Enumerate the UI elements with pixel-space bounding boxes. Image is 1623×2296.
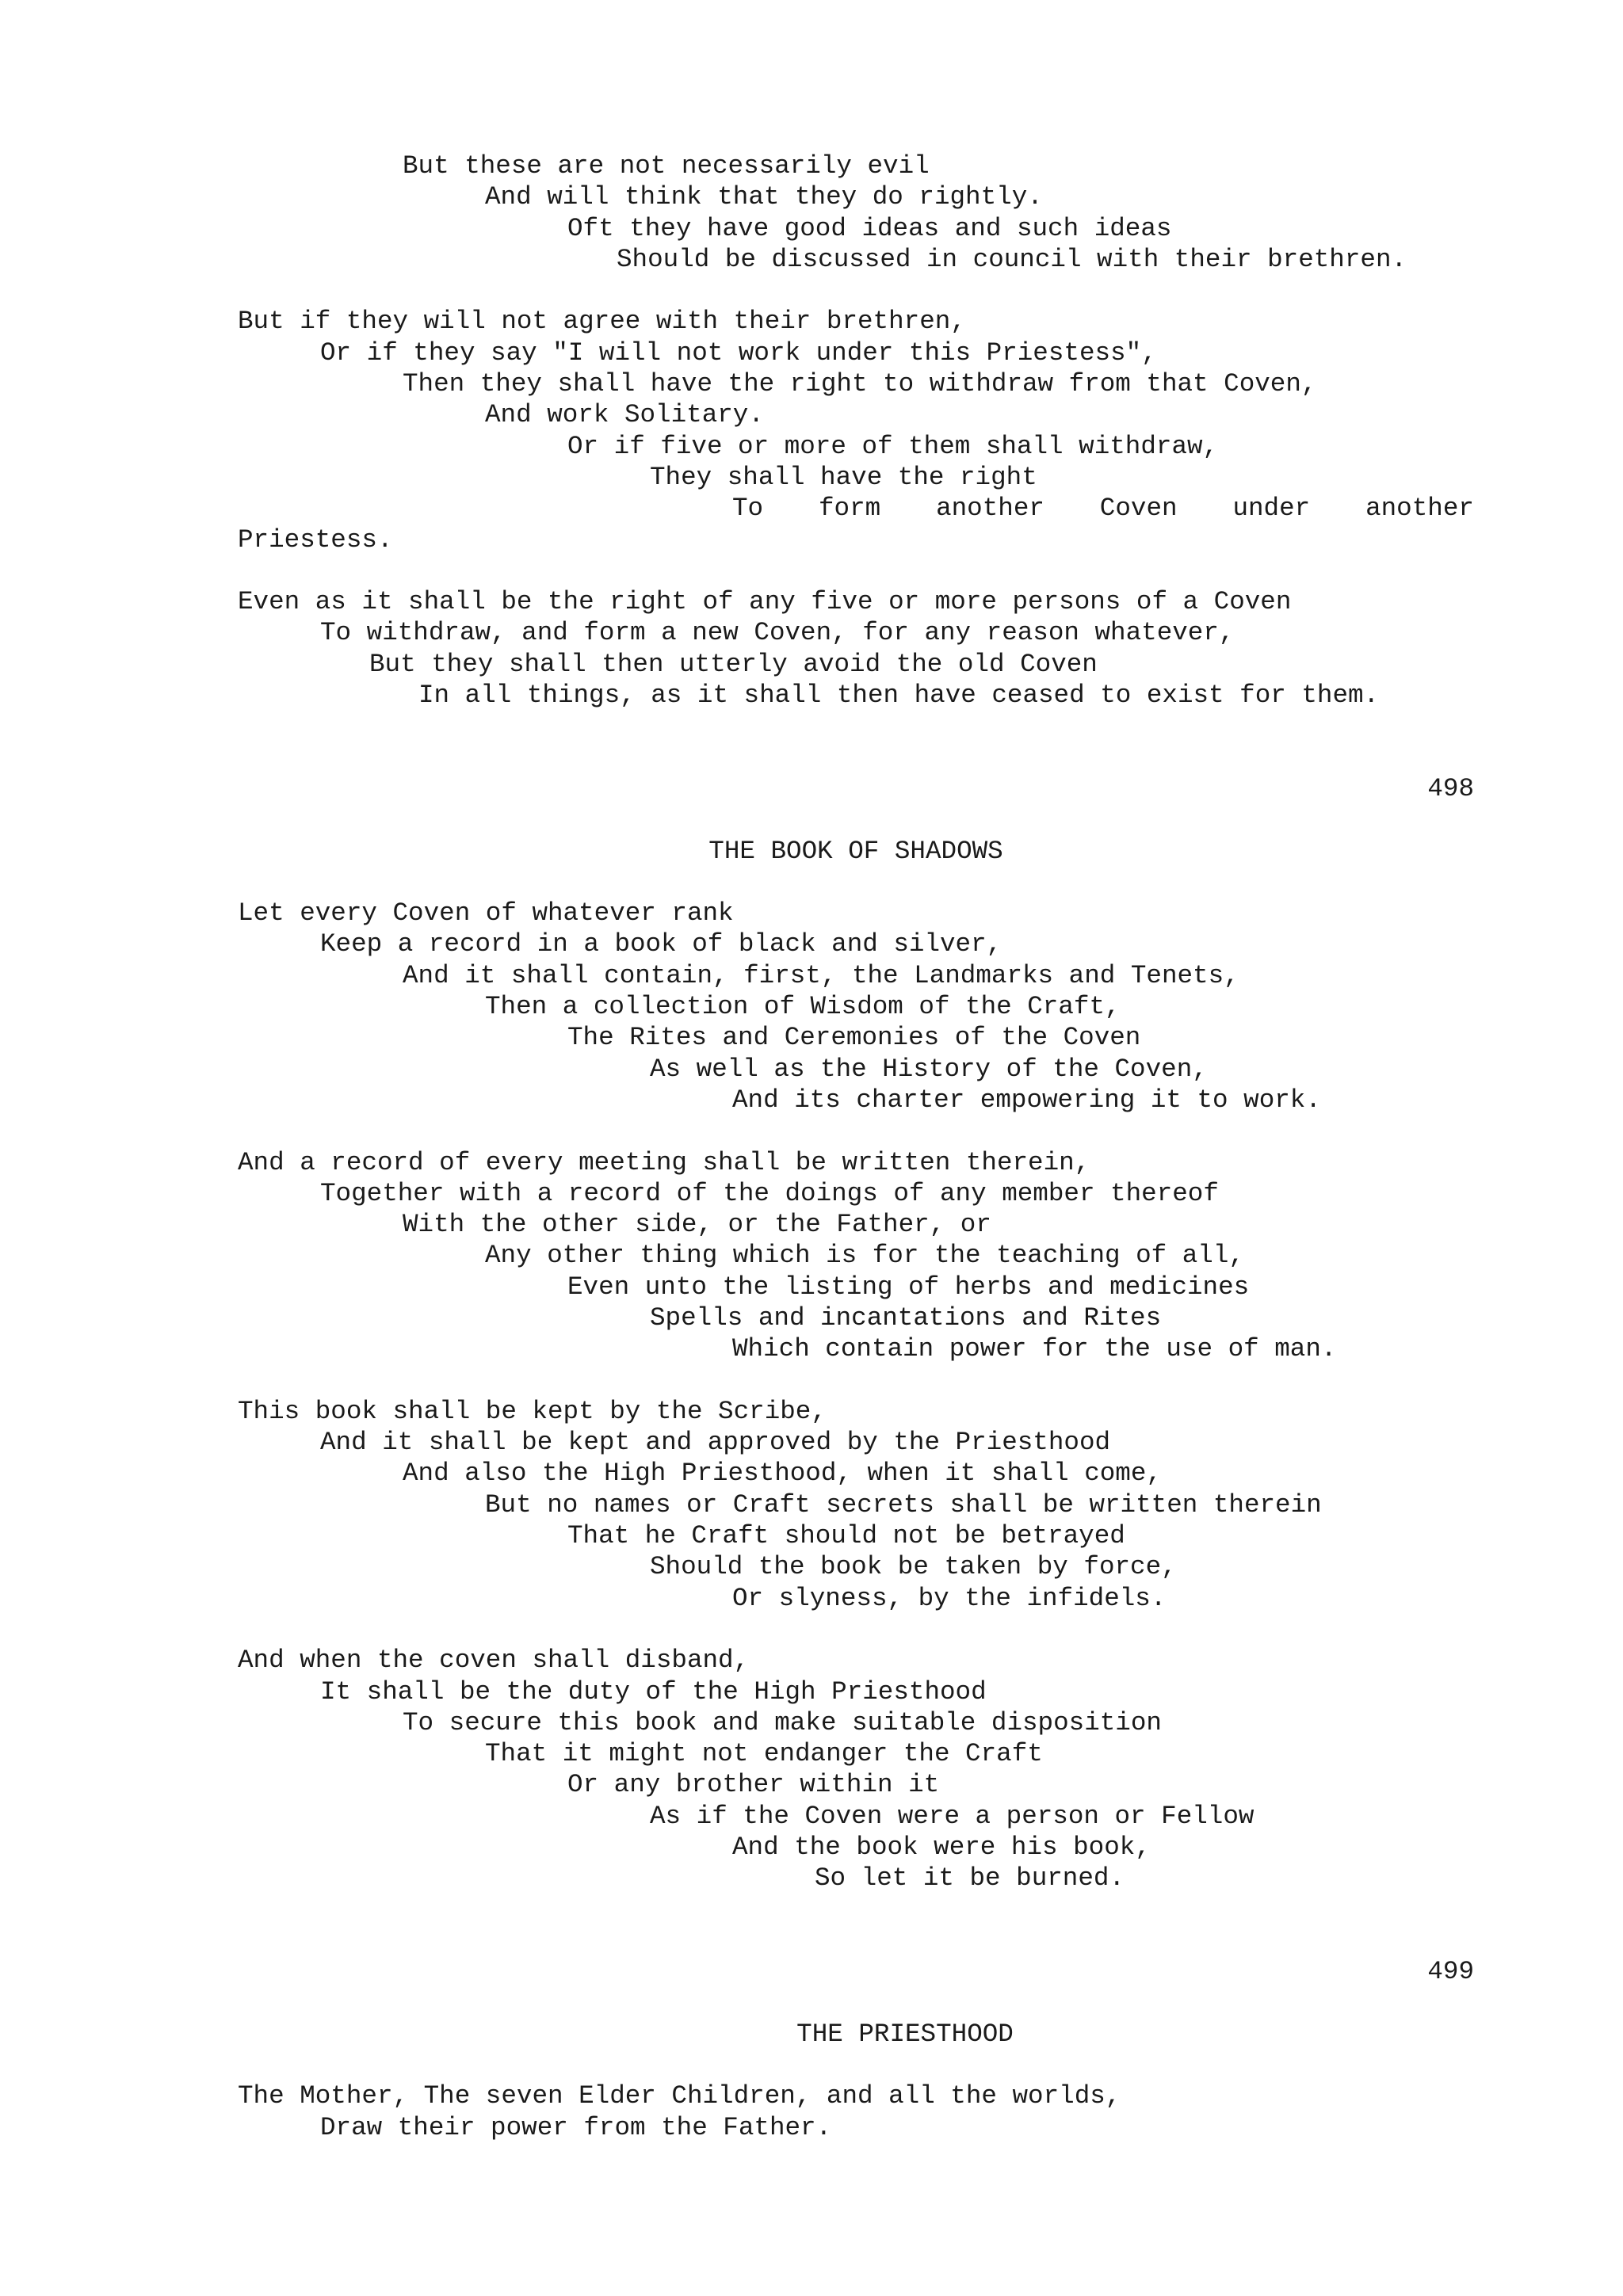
word: under — [1232, 494, 1311, 524]
word: Coven — [1099, 494, 1178, 524]
text-line: Which contain power for the use of man. — [732, 1334, 1337, 1364]
text-line: Priestess. — [238, 524, 393, 555]
word: form — [818, 494, 881, 524]
text-line: Any other thing which is for the teaching of all, — [485, 1241, 1244, 1271]
text-line: But if they will not agree with their brethren, — [238, 307, 966, 337]
text-line: With the other side, or the Father, or — [403, 1210, 991, 1240]
text-line: As well as the History of the Coven, — [650, 1054, 1208, 1084]
text-line: And its charter empowering it to work. — [732, 1085, 1321, 1115]
text-line: The Mother, The seven Elder Children, and all the worlds, — [238, 2081, 1121, 2111]
stanza — [238, 1396, 1474, 1614]
text-line: Or if five or more of them shall withdraw, — [567, 431, 1219, 461]
text-line: The Rites and Ceremonies of the Coven — [567, 1023, 1141, 1053]
text-line: Together with a record of the doings of any member thereof — [320, 1178, 1219, 1208]
page-number: 499 — [1427, 1957, 1474, 1987]
text-line: But no names or Craft secrets shall be written therein — [485, 1489, 1322, 1520]
text-line: And when the coven shall disband, — [238, 1646, 750, 1676]
section-title: THE PRIESTHOOD — [796, 2019, 1014, 2049]
text-line: This book shall be kept by the Scribe, — [238, 1396, 827, 1426]
text-line: As if the Coven were a person or Fellow — [650, 1801, 1254, 1831]
text-line: Spells and incantations and Rites — [650, 1302, 1162, 1333]
word: another — [1365, 494, 1474, 524]
text-line: They shall have the right — [650, 462, 1037, 492]
text-line: Let every Coven of whatever rank — [238, 898, 734, 929]
text-line: So let it be burned. — [815, 1863, 1125, 1894]
text-line: That it might not endanger the Craft — [485, 1739, 1043, 1769]
stanza — [238, 1147, 1474, 1365]
text-line: Or slyness, by the infidels. — [732, 1583, 1167, 1613]
text-line: And work Solitary. — [485, 400, 764, 430]
justified-line — [238, 493, 1474, 524]
text-line: Draw their power from the Father. — [320, 2112, 832, 2142]
text-line: It shall be the duty of the High Priesthood — [320, 1676, 987, 1707]
text-line: But these are not necessarily evil — [403, 151, 930, 181]
document-page — [238, 151, 1474, 2143]
text-line: Should be discussed in council with their brethren. — [617, 244, 1407, 274]
text-line: But they shall then utterly avoid the old Coven — [369, 649, 1098, 679]
text-line: Even as it shall be the right of any five or more persons of a Coven — [238, 587, 1292, 617]
text-line: Oft they have good ideas and such ideas — [567, 213, 1172, 243]
text-line: Even unto the listing of herbs and medicines — [567, 1272, 1250, 1302]
text-line: And it shall be kept and approved by the Priesthood — [320, 1428, 1111, 1458]
text-line: And a record of every meeting shall be written therein, — [238, 1147, 1090, 1177]
text-line: Keep a record in a book of black and silver, — [320, 929, 1002, 959]
stanza — [238, 2081, 1474, 2143]
word: another — [936, 494, 1044, 524]
text-line: In all things, as it shall then have ceased to exist for them. — [418, 681, 1380, 711]
stanza — [238, 586, 1474, 711]
text-line: Or if they say "I will not work under this Priestess", — [320, 338, 1157, 368]
text-line: And it shall contain, first, the Landmarks and Tenets, — [403, 960, 1239, 990]
text-line: To withdraw, and form a new Coven, for any reason whatever, — [320, 618, 1235, 648]
text-line: And will think that they do rightly. — [485, 182, 1043, 212]
stanza — [238, 151, 1474, 275]
stanza — [238, 898, 1474, 1116]
stanza — [238, 1645, 1474, 1894]
text-line: And also the High Priesthood, when it shall come, — [403, 1459, 1162, 1489]
stanza — [238, 306, 1474, 555]
text-line: And the book were his book, — [732, 1833, 1151, 1863]
text-line: Or any brother within it — [567, 1770, 940, 1800]
text-line: That he Craft should not be betrayed — [567, 1521, 1125, 1551]
text-line: Then a collection of Wisdom of the Craft, — [485, 992, 1121, 1022]
text-line: Then they shall have the right to withdraw from that Coven, — [403, 369, 1317, 399]
word: To — [732, 494, 764, 524]
text-line: Should the book be taken by force, — [650, 1552, 1177, 1582]
section-title: THE BOOK OF SHADOWS — [708, 836, 1003, 866]
page-number: 498 — [1427, 773, 1474, 803]
text-line: To secure this book and make suitable disposition — [403, 1707, 1162, 1737]
